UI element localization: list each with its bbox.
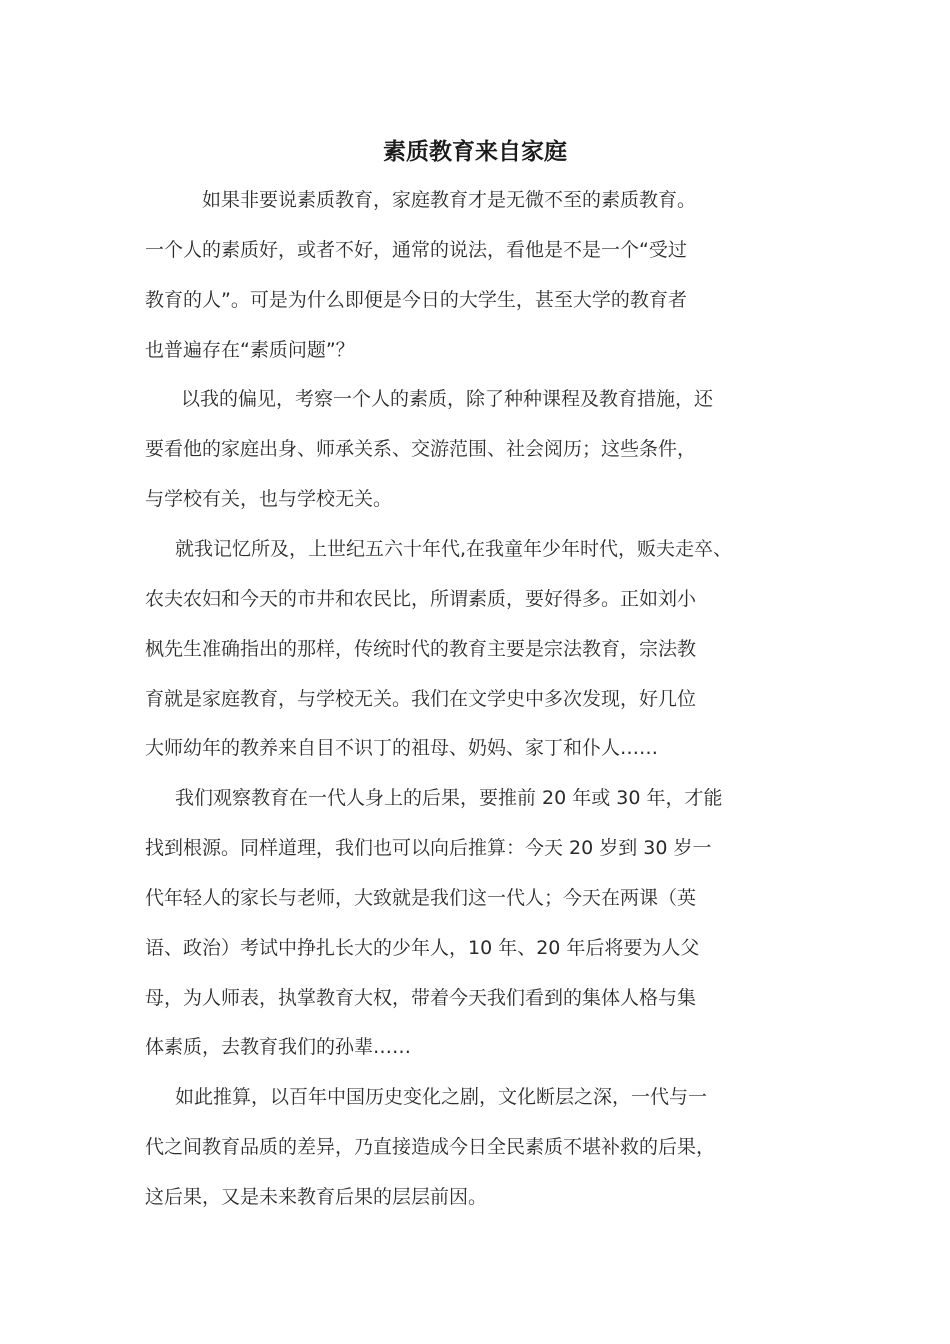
- text-line: 以我的偏见，考察一个人的素质，除了种种课程及教育措施，还: [181, 388, 714, 410]
- text-line: 育就是家庭教育，与学校无关。我们在文学史中多次发现，好几位: [145, 688, 697, 710]
- text-line: 体素质，去教育我们的孙辈……: [145, 1036, 412, 1058]
- text-line: 也普遍存在“素质问题”？: [145, 339, 355, 361]
- text-line: 一个人的素质好，或者不好，通常的说法，看他是不是一个“受过: [145, 239, 687, 261]
- text-line: 教育的人”。可是为什么即便是今日的大学生，甚至大学的教育者: [145, 289, 687, 311]
- text-line: 枫先生准确指出的那样，传统时代的教育主要是宗法教育，宗法教: [145, 638, 697, 660]
- text-line: 语、政治）考试中挣扎长大的少年人，10 年、20 年后将要为人父: [145, 937, 700, 959]
- text-line: 与学校有关，也与学校无关。: [145, 488, 393, 510]
- text-line: 母，为人师表，执掌教育大权，带着今天我们看到的集体人格与集: [145, 987, 697, 1009]
- document-title: 素质教育来自家庭: [383, 139, 567, 165]
- text-line: 农夫农妇和今天的市井和农民比，所谓素质，要好得多。正如刘小: [145, 588, 697, 610]
- text-line: 大师幼年的教养来自目不识丁的祖母、奶妈、家丁和仆人……: [145, 737, 659, 759]
- text-line: 代年轻人的家长与老师，大致就是我们这一代人；今天在两课（英: [145, 887, 697, 909]
- text-line: 如此推算，以百年中国历史变化之剧，文化断层之深，一代与一: [175, 1086, 708, 1108]
- text-line: 就我记忆所及，上世纪五六十年代,在我童年少年时代，贩夫走卒、: [175, 538, 733, 560]
- text-line: 代之间教育品质的差异，乃直接造成今日全民素质不堪补救的后果，: [145, 1136, 716, 1158]
- text-line: 我们观察教育在一代人身上的后果，要推前 20 年或 30 年，才能: [175, 787, 723, 809]
- text-line: 如果非要说素质教育，家庭教育才是无微不至的素质教育。: [202, 189, 697, 211]
- text-line: 找到根源。同样道理，我们也可以向后推算：今天 20 岁到 30 岁一: [145, 837, 712, 859]
- text-line: 要看他的家庭出身、师承关系、交游范围、社会阅历；这些条件，: [145, 438, 697, 460]
- text-line: 这后果，又是未来教育后果的层层前因。: [145, 1186, 488, 1208]
